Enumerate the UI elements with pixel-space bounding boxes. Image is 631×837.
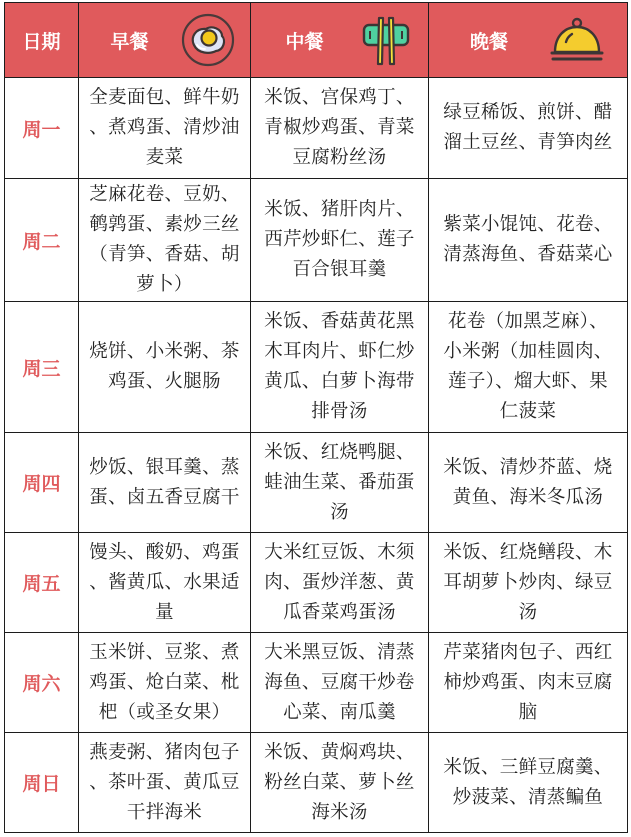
table-row: [5, 78, 628, 179]
lunch-line: 米饭、红烧鸭腿、: [264, 441, 415, 463]
breakfast-cell: [79, 179, 251, 302]
header-dinner-label: 晚餐: [469, 30, 508, 53]
dinner-line: 莲子）、熘大虾、果: [448, 371, 608, 392]
chopsticks-icon: [358, 12, 414, 68]
lunch-line: 米饭、猪肝肉片、: [264, 199, 415, 220]
lunch-line: 海鱼、豆腐干炒卷: [264, 671, 415, 693]
table-row: [5, 733, 628, 833]
breakfast-line: 、茶叶蛋、黄瓜豆: [89, 771, 240, 793]
lunch-line: 排骨汤: [311, 401, 368, 422]
lunch-cell: [251, 179, 429, 302]
lunch-line: 心菜、南瓜羹: [283, 701, 396, 723]
day-cell: 周日: [5, 733, 79, 833]
breakfast-line: 烧饼、小米粥、茶: [89, 341, 240, 362]
breakfast-line: 干拌海米: [126, 801, 203, 823]
lunch-cell: [251, 533, 429, 633]
dinner-line: 炒菠菜、清蒸鳊鱼: [452, 786, 604, 808]
table-row: [5, 302, 628, 433]
header-lunch: [251, 3, 429, 78]
table-row: [5, 433, 628, 533]
breakfast-line: 馒头、酸奶、鸡蛋: [89, 541, 240, 563]
day-cell: 周五: [5, 533, 79, 633]
breakfast-line: 量: [155, 601, 174, 623]
lunch-line: 米饭、宫保鸡丁、: [264, 87, 415, 108]
dinner-cell: [429, 302, 628, 433]
breakfast-line: 鸡蛋、火腿肠: [108, 371, 221, 392]
weekly-meal-plan-table: [4, 2, 628, 833]
lunch-line: 米饭、黄焖鸡块、: [264, 741, 415, 763]
dinner-line: 柿炒鸡蛋、肉末豆腐: [443, 671, 613, 693]
breakfast-line: 萝卜）: [136, 274, 193, 295]
header-dinner: [429, 3, 628, 78]
table-row: [5, 179, 628, 302]
header-breakfast: [79, 3, 251, 78]
dinner-line: 米饭、清炒芥蓝、烧: [443, 456, 613, 478]
lunch-line: 瓜香菜鸡蛋汤: [283, 601, 396, 623]
breakfast-line: （青笋、香菇、胡: [89, 244, 240, 265]
dinner-line: 溜土豆丝、青笋肉丝: [443, 132, 613, 153]
day-cell: 周三: [5, 302, 79, 433]
table-header-row: [5, 3, 628, 78]
breakfast-line: 鹌鹑蛋、素炒三丝: [89, 214, 240, 235]
dinner-line: 仁菠菜: [499, 401, 557, 422]
dinner-cell: [429, 533, 628, 633]
lunch-line: 西芹炒虾仁、莲子: [264, 229, 415, 250]
lunch-cell: [251, 302, 429, 433]
dinner-cell: [429, 433, 628, 533]
lunch-line: 青椒炒鸡蛋、青菜: [264, 117, 415, 138]
header-date-label: 日期: [22, 30, 61, 53]
lunch-line: 肉、蛋炒洋葱、黄: [264, 571, 415, 593]
dinner-line: 清蒸海鱼、香菇菜心: [443, 244, 613, 265]
table-row: [5, 633, 628, 733]
dinner-line: 耳胡萝卜炒肉、绿豆: [443, 571, 613, 593]
food-cloche-icon: [549, 12, 605, 68]
header-date: [5, 3, 79, 78]
breakfast-line: 全麦面包、鲜牛奶: [89, 87, 240, 108]
breakfast-line: 、酱黄瓜、水果适: [89, 571, 240, 593]
breakfast-cell: [79, 302, 251, 433]
lunch-line: 海米汤: [311, 801, 368, 823]
lunch-cell: [251, 633, 429, 733]
breakfast-line: 麦菜: [145, 147, 184, 168]
dinner-line: 米饭、红烧鳝段、木: [443, 541, 613, 563]
breakfast-line: 、煮鸡蛋、清炒油: [89, 117, 240, 138]
dinner-line: 脑: [518, 701, 538, 723]
lunch-line: 黄瓜、白萝卜海带: [264, 371, 415, 392]
dinner-line: 米饭、三鲜豆腐羹、: [443, 756, 613, 778]
dinner-cell: [429, 733, 628, 833]
dinner-line: 花卷（加黑芝麻）、: [448, 311, 608, 332]
lunch-line: 米饭、香菇黄花黑: [264, 311, 415, 332]
breakfast-line: 蛋、卤五香豆腐干: [89, 486, 240, 508]
day-cell: 周四: [5, 433, 79, 533]
header-breakfast-label: 早餐: [110, 30, 149, 53]
dinner-line: 紫菜小馄饨、花卷、: [443, 214, 613, 235]
lunch-cell: [251, 733, 429, 833]
dinner-line: 汤: [518, 601, 538, 623]
lunch-line: 木耳肉片、虾仁炒: [264, 341, 415, 362]
breakfast-line: 燕麦粥、猪肉包子: [89, 741, 240, 763]
breakfast-line: 鸡蛋、炝白菜、枇: [89, 671, 240, 693]
dinner-cell: [429, 78, 628, 179]
dinner-line: 黄鱼、海米冬瓜汤: [452, 486, 604, 508]
breakfast-cell: [79, 533, 251, 633]
table-row: [5, 533, 628, 633]
header-lunch-label: 中餐: [285, 30, 324, 53]
dinner-cell: [429, 633, 628, 733]
breakfast-cell: [79, 78, 251, 179]
lunch-cell: [251, 433, 429, 533]
breakfast-line: 杷（或圣女果）: [98, 701, 231, 723]
day-cell: 周一: [5, 78, 79, 179]
lunch-line: 粉丝白菜、萝卜丝: [264, 771, 415, 793]
fried-egg-icon: [180, 12, 236, 68]
breakfast-line: 炒饭、银耳羹、蒸: [89, 456, 240, 478]
breakfast-line: 玉米饼、豆浆、煮: [89, 641, 240, 663]
lunch-line: 大米黑豆饭、清蒸: [264, 641, 415, 663]
breakfast-line: 芝麻花卷、豆奶、: [89, 184, 240, 205]
dinner-cell: [429, 179, 628, 302]
lunch-line: 汤: [330, 501, 349, 523]
breakfast-cell: [79, 433, 251, 533]
lunch-cell: [251, 78, 429, 179]
breakfast-cell: [79, 633, 251, 733]
breakfast-cell: [79, 733, 251, 833]
dinner-line: 小米粥（加桂圆肉、: [443, 341, 613, 362]
lunch-line: 大米红豆饭、木须: [264, 541, 415, 563]
lunch-line: 豆腐粉丝汤: [292, 147, 387, 168]
lunch-line: 百合银耳羹: [292, 259, 387, 280]
dinner-line: 芹菜猪肉包子、西红: [443, 641, 613, 663]
lunch-line: 蛙油生菜、番茄蛋: [264, 471, 415, 493]
day-cell: 周二: [5, 179, 79, 302]
day-cell: 周六: [5, 633, 79, 733]
dinner-line: 绿豆稀饭、煎饼、醋: [443, 102, 613, 123]
